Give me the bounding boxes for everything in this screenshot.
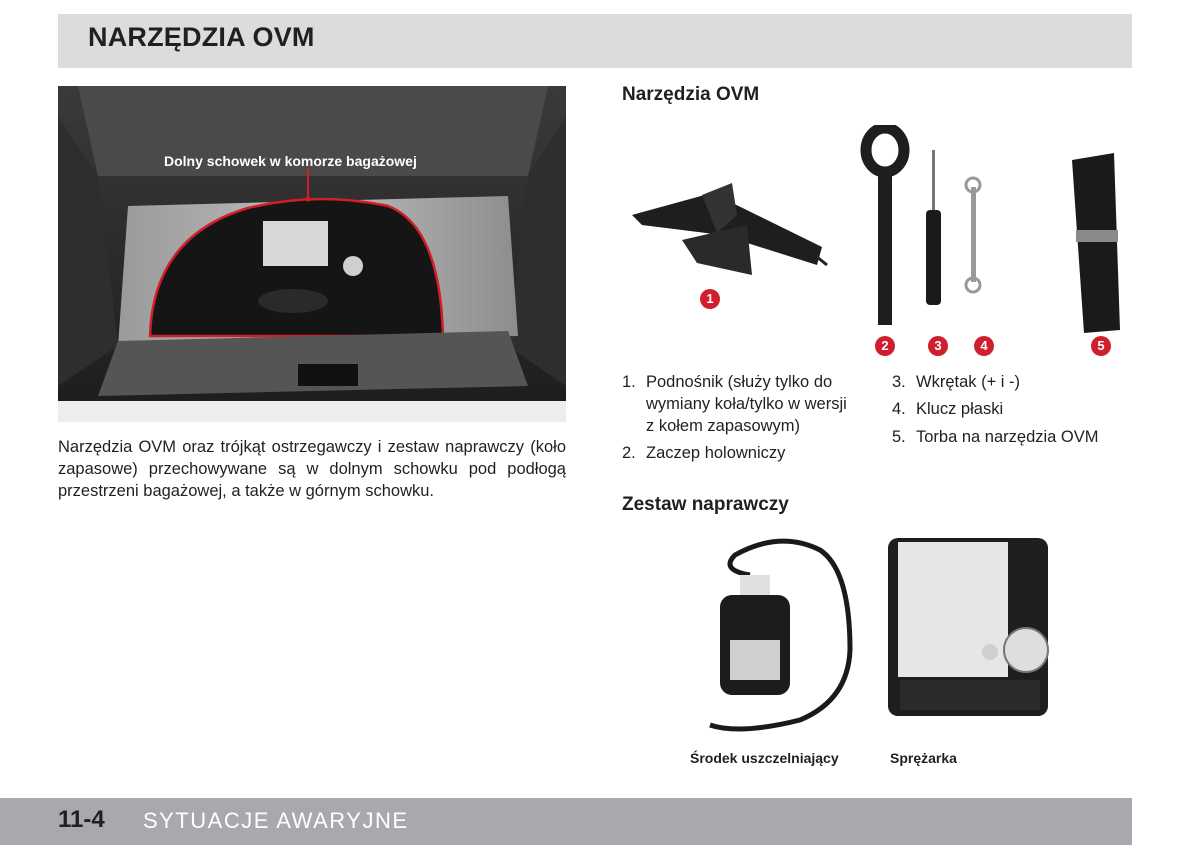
trunk-storage-photo <box>58 86 566 422</box>
wrench-image <box>966 178 980 292</box>
list-item-line: wymiany koła/tylko w wersji <box>646 395 847 413</box>
tools-heading: Narzędzia OVM <box>622 84 760 105</box>
compressor-image <box>888 538 1048 716</box>
list-item: 3. Wkrętak (+ i -) <box>892 373 1021 391</box>
list-item: 2. Zaczep holowniczy <box>622 444 786 462</box>
tow-hook-image <box>866 128 904 325</box>
tools-drawing <box>622 125 1132 365</box>
list-item: 1. Podnośnik (służy tylko do wymiany koła/tylko w wersji z kołem zapasowym) <box>622 371 872 441</box>
tool-bag-image <box>1072 153 1120 333</box>
list-item: 4. Klucz płaski <box>892 400 1004 418</box>
screwdriver-image <box>926 150 941 305</box>
repair-kit-heading: Zestaw naprawczy <box>622 494 789 515</box>
repair-kit-illustration <box>700 530 1060 750</box>
badge-wrench: 4 <box>974 336 994 356</box>
sealant-bottle-image <box>710 541 850 729</box>
list-item-line: z kołem zapasowym) <box>646 417 801 435</box>
list-item-line: Podnośnik (służy tylko do <box>646 373 833 391</box>
compressor-label: Sprężarka <box>890 750 957 766</box>
badge-tow-hook: 2 <box>875 336 895 356</box>
jack-image <box>632 183 827 275</box>
section-name: SYTUACJE AWARYJNE <box>143 808 409 833</box>
page-title: NARZĘDZIA OVM <box>88 22 315 52</box>
page-number: 11-4 <box>58 806 105 833</box>
trunk-photo-caption: Dolny schowek w komorze bagażowej <box>164 153 417 169</box>
trunk-illustration <box>58 86 566 422</box>
tools-illustration <box>622 125 1132 365</box>
badge-screwdriver: 3 <box>928 336 948 356</box>
list-item: 5. Torba na narzędzia OVM <box>892 428 1099 446</box>
badge-tool-bag: 5 <box>1091 336 1111 356</box>
repair-kit-drawing <box>700 530 1060 750</box>
badge-jack: 1 <box>700 289 720 309</box>
intro-paragraph: Narzędzia OVM oraz trójkąt ostrzegawczy i zestaw naprawczy (koło zapasowe) przechowywane są w dolnym schowku pod podłogą przestrzeni bagażowej, a także w górnym schowku. <box>58 438 566 500</box>
sealant-label: Środek uszczelniający <box>690 750 839 766</box>
